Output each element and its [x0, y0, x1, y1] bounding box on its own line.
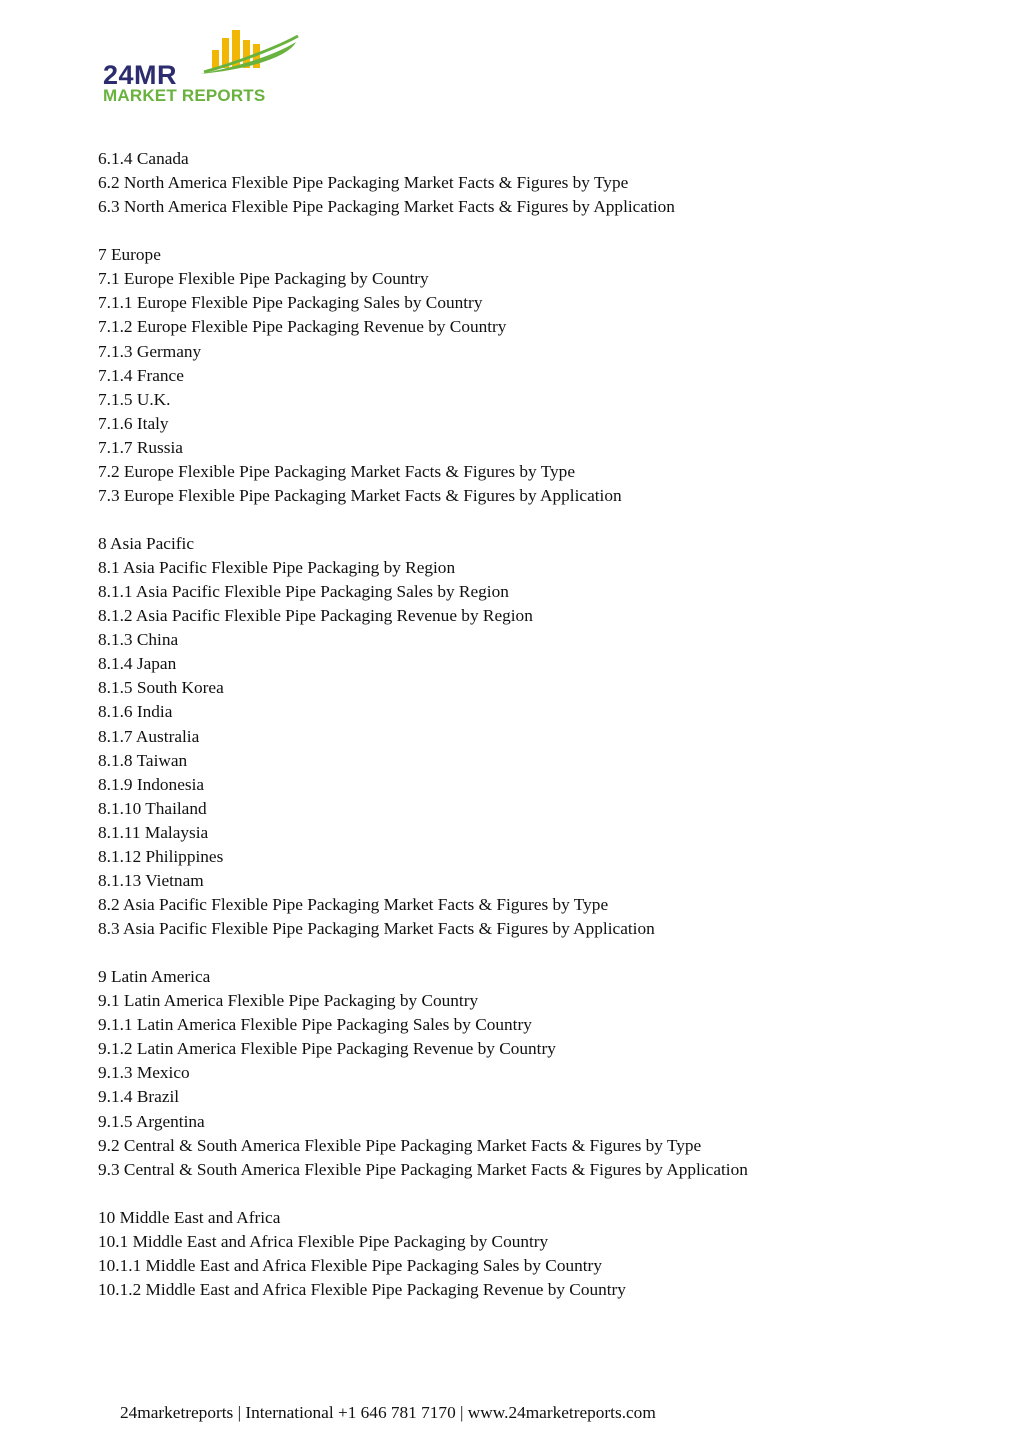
toc-entry: 7.1.6 Italy	[98, 413, 169, 433]
toc-entry: 8.1.7 Australia	[98, 726, 200, 746]
toc-entry: 8.1 Asia Pacific Flexible Pipe Packaging by Region	[98, 558, 456, 578]
toc-entry: 8.2 Asia Pacific Flexible Pipe Packaging Market Facts & Figures by Type	[98, 894, 609, 914]
page-footer: 24marketreports | International +1 646 781 7170 | www.24marketreports.com	[120, 1403, 656, 1422]
toc-entry: 7.1.1 Europe Flexible Pipe Packaging Sales by Country	[98, 293, 483, 313]
toc-entry: 8.1.1 Asia Pacific Flexible Pipe Packaging Sales by Region	[98, 582, 509, 602]
toc-entry: 10.1.2 Middle East and Africa Flexible Pipe Packaging Revenue by Country	[98, 1279, 626, 1299]
toc-entry: 9.1.3 Mexico	[98, 1063, 190, 1083]
toc-entry: 8.1.10 Thailand	[98, 798, 207, 818]
toc-spacer	[98, 219, 918, 243]
toc-entry: 7 Europe	[98, 245, 161, 265]
toc-entry: 8.1.8 Taiwan	[98, 750, 188, 770]
toc-entry: 6.2 North America Flexible Pipe Packaging Market Facts & Figures by Type	[98, 173, 629, 193]
toc-entry: 9 Latin America	[98, 967, 211, 987]
toc-entry: 8.1.6 India	[98, 702, 173, 722]
toc-entry: 7.1 Europe Flexible Pipe Packaging by Country	[98, 269, 429, 289]
table-of-contents	[98, 147, 918, 1302]
logo-top-text: 24MR	[103, 60, 178, 90]
toc-entry: 8 Asia Pacific	[98, 534, 194, 553]
toc-entry: 8.1.12 Philippines	[98, 846, 224, 866]
toc-entry: 8.1.2 Asia Pacific Flexible Pipe Packaging Revenue by Region	[98, 606, 533, 626]
toc-entry: 8.1.9 Indonesia	[98, 774, 205, 794]
toc-entry: 9.1.4 Brazil	[98, 1087, 180, 1107]
toc-entry: 7.1.3 Germany	[98, 341, 202, 361]
toc-entry: 8.1.5 South Korea	[98, 678, 224, 698]
toc-entry: 7.1.5 U.K.	[98, 389, 171, 409]
toc-entry: 6.1.4 Canada	[98, 149, 189, 168]
toc-spacer	[98, 941, 918, 965]
toc-entry: 9.2 Central & South America Flexible Pipe Packaging Market Facts & Figures by Type	[98, 1135, 702, 1155]
toc-entry: 8.1.4 Japan	[98, 654, 177, 674]
toc-entry: 8.1.13 Vietnam	[98, 870, 204, 890]
logo-bottom-text: MARKET REPORTS	[103, 86, 266, 105]
toc-entry: 9.1.5 Argentina	[98, 1111, 205, 1131]
toc-entry: 7.1.2 Europe Flexible Pipe Packaging Revenue by Country	[98, 317, 507, 337]
toc-entry: 9.1 Latin America Flexible Pipe Packaging by Country	[98, 991, 479, 1011]
toc-entry: 9.1.1 Latin America Flexible Pipe Packaging Sales by Country	[98, 1015, 532, 1035]
toc-entry: 8.1.11 Malaysia	[98, 822, 209, 842]
toc-spacer	[98, 508, 918, 532]
toc-entry: 7.1.4 France	[98, 365, 184, 385]
toc-entry: 7.2 Europe Flexible Pipe Packaging Market Facts & Figures by Type	[98, 461, 575, 481]
toc-entry: 10.1 Middle East and Africa Flexible Pipe Packaging by Country	[98, 1231, 549, 1251]
company-logo	[100, 28, 310, 108]
toc-entry: 9.3 Central & South America Flexible Pipe Packaging Market Facts & Figures by Application	[98, 1159, 748, 1179]
toc-entry: 7.3 Europe Flexible Pipe Packaging Market Facts & Figures by Application	[98, 485, 622, 505]
toc-entry: 10 Middle East and Africa	[98, 1207, 281, 1227]
toc-entry: 6.3 North America Flexible Pipe Packaging Market Facts & Figures by Application	[98, 197, 675, 217]
toc-entry: 10.1.1 Middle East and Africa Flexible Pipe Packaging Sales by Country	[98, 1255, 602, 1275]
toc-spacer	[98, 1182, 918, 1206]
toc-entry: 9.1.2 Latin America Flexible Pipe Packaging Revenue by Country	[98, 1039, 556, 1059]
toc-entry: 8.1.3 China	[98, 630, 179, 650]
toc-entry: 7.1.7 Russia	[98, 437, 183, 457]
toc-entry: 8.3 Asia Pacific Flexible Pipe Packaging Market Facts & Figures by Application	[98, 919, 655, 938]
